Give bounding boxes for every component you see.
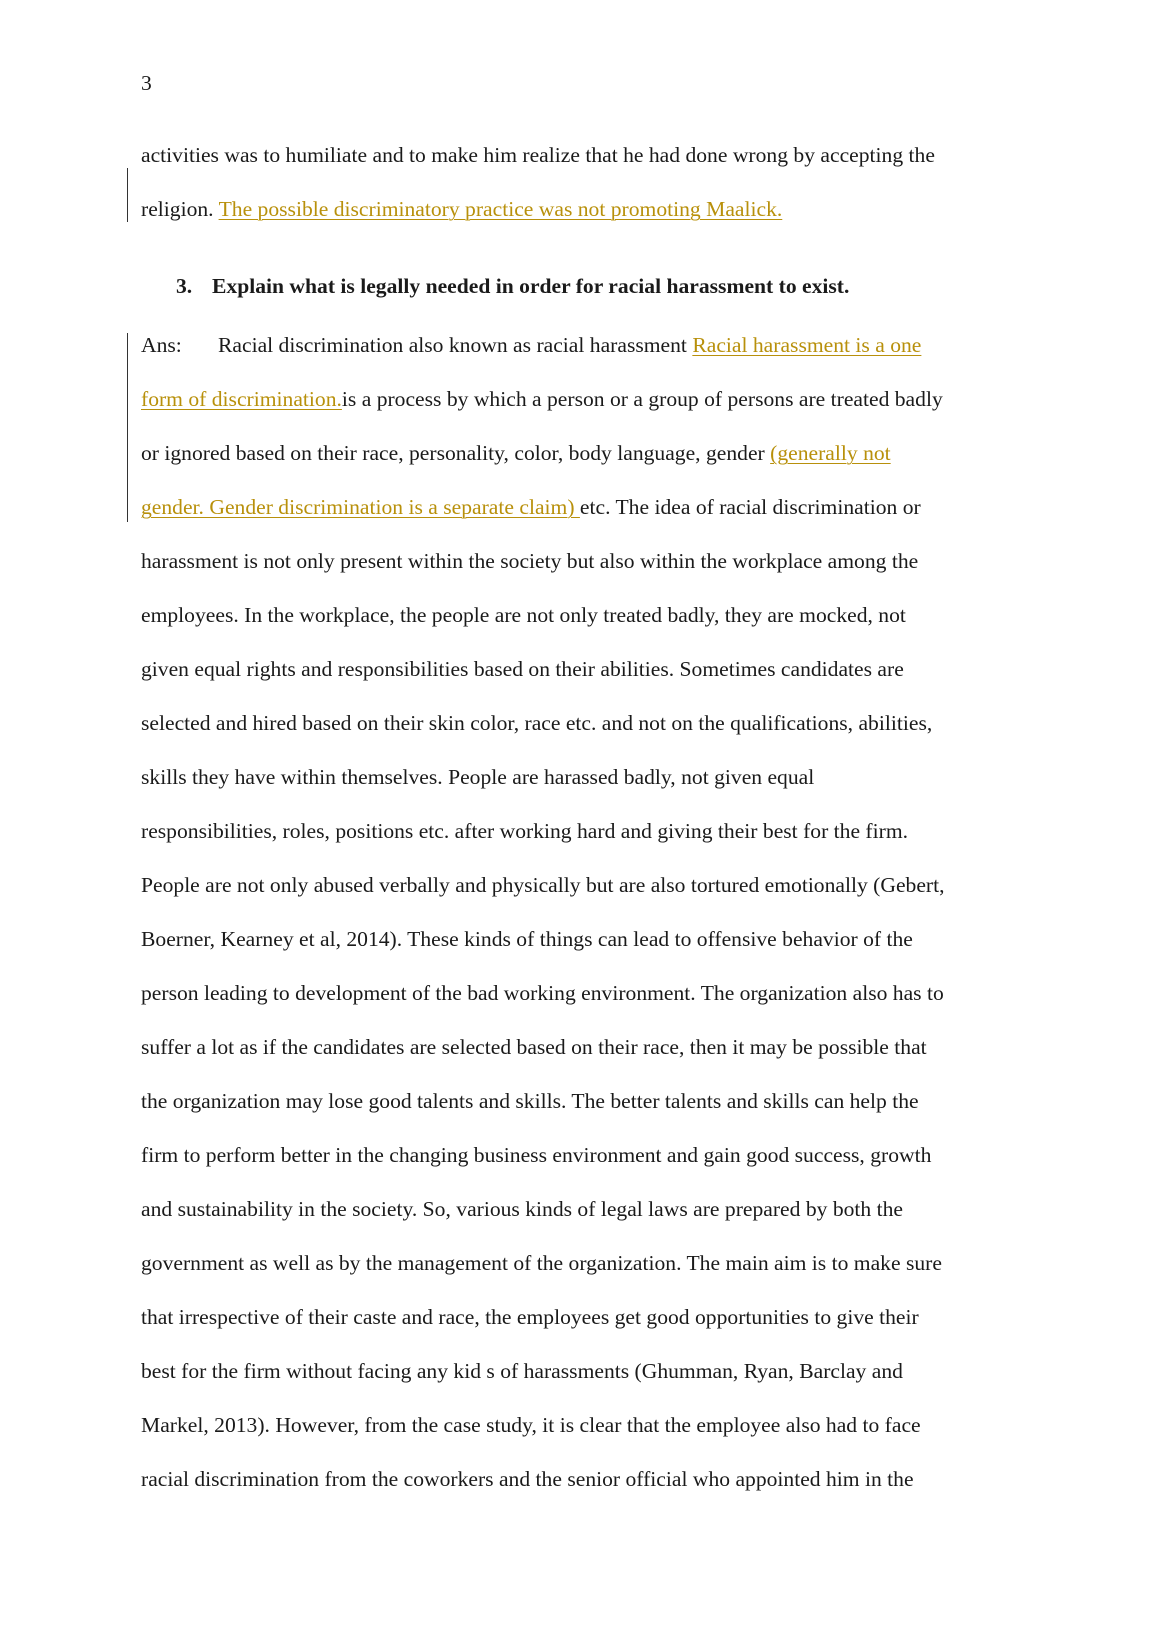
answer-line: suffer a lot as if the candidates are selected based on their race, then it may be possible that (141, 1035, 927, 1059)
answer-line: the organization may lose good talents and skills. The better talents and skills can help the (141, 1089, 919, 1113)
page-number: 3 (141, 71, 152, 95)
answer-line (141, 330, 921, 360)
question-number: 3. (176, 274, 193, 298)
answer-line: People are not only abused verbally and physically but are also tortured emotionally (Gebert, (141, 873, 945, 897)
answer-line: responsibilities, roles, positions etc. after working hard and giving their best for the firm. (141, 819, 909, 843)
answer-line: best for the firm without facing any kid s of harassments (Ghumman, Ryan, Barclay and (141, 1359, 903, 1383)
answer-line: selected and hired based on their skin color, race etc. and not on the qualifications, abilities, (141, 711, 933, 735)
body-text: etc. The idea of racial discrimination or (579, 495, 921, 519)
answer-label: Ans: (141, 333, 182, 357)
answer-line: Boerner, Kearney et al, 2014). These kinds of things can lead to offensive behavior of the (141, 927, 913, 951)
answer-line: racial discrimination from the coworkers and the senior official who appointed him in the (141, 1467, 914, 1491)
answer-line: harassment is not only present within the society but also within the workplace among the (141, 549, 919, 573)
paragraph-line: activities was to humiliate and to make him realize that he had done wrong by accepting the (141, 143, 935, 167)
tracked-insertion: gender. Gender discrimination is a separate claim) (141, 495, 580, 519)
change-bar (127, 333, 128, 522)
body-text: is a process by which a person or a group of persons are treated badly (341, 387, 943, 411)
answer-line: and sustainability in the society. So, various kinds of legal laws are prepared by both the (141, 1197, 904, 1221)
answer-line: that irrespective of their caste and race, the employees get good opportunities to give their (141, 1305, 919, 1329)
body-text: Racial discrimination also known as racial harassment (218, 333, 693, 357)
answer-line: employees. In the workplace, the people are not only treated badly, they are mocked, not (141, 603, 906, 627)
body-text: or ignored based on their race, personality, color, body language, gender (141, 441, 771, 465)
answer-line: Markel, 2013). However, from the case study, it is clear that the employee also had to face (141, 1413, 921, 1437)
question-heading (176, 271, 849, 301)
answer-line (141, 438, 891, 468)
paragraph-line (141, 194, 782, 224)
question-text: Explain what is legally needed in order for racial harassment to exist. (212, 274, 850, 298)
tracked-insertion: (generally not (770, 441, 891, 465)
answer-line: firm to perform better in the changing business environment and gain good success, growth (141, 1143, 932, 1167)
change-bar (127, 168, 128, 222)
body-text: religion. (141, 197, 219, 221)
answer-line (141, 492, 921, 522)
answer-line: given equal rights and responsibilities based on their abilities. Sometimes candidates are (141, 657, 904, 681)
tracked-insertion: form of discrimination. (141, 387, 342, 411)
answer-line: person leading to development of the bad working environment. The organization also has to (141, 981, 944, 1005)
answer-line: government as well as by the management of the organization. The main aim is to make sure (141, 1251, 942, 1275)
answer-line (141, 384, 943, 414)
tracked-insertion: Racial harassment is a one (692, 333, 922, 357)
answer-line: skills they have within themselves. People are harassed badly, not given equal (141, 765, 815, 789)
tracked-insertion: The possible discriminatory practice was not promoting Maalick. (218, 197, 783, 221)
